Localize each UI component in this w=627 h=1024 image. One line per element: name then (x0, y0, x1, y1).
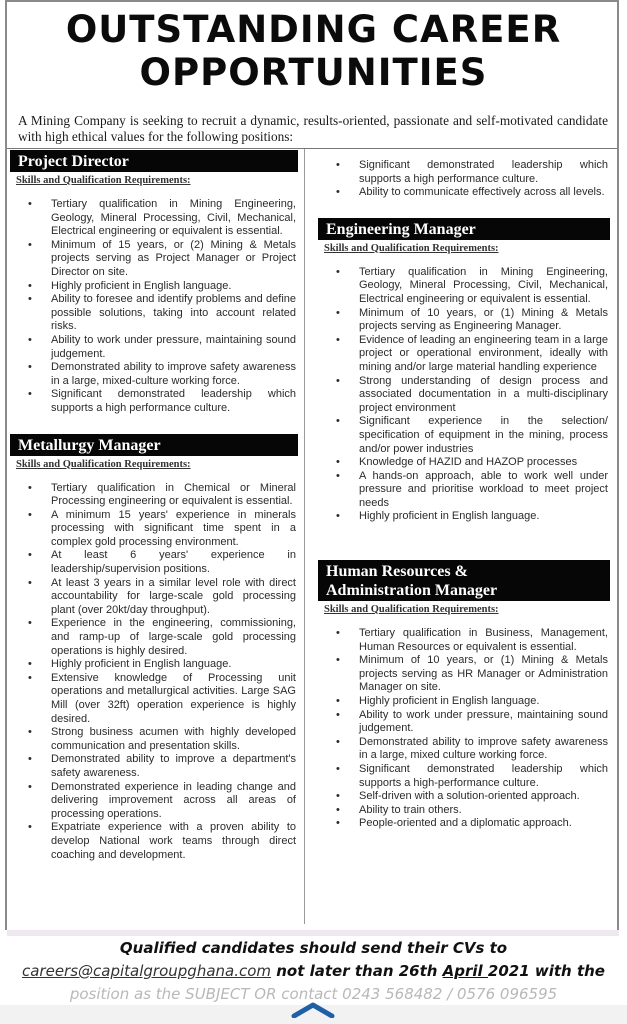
requirement-item (318, 375, 610, 416)
requirement-item (318, 763, 610, 790)
requirement-text: Ability to communicate effectively across all levels. (359, 186, 605, 199)
bullet-icon: • (28, 549, 32, 562)
footer-line-1: Qualified candidates should send their CVs to (119, 939, 508, 957)
requirement-text: Demonstrated ability to improve safety awareness in a large, mixed-culture working force. (51, 361, 296, 387)
bullet-icon: • (28, 361, 32, 374)
requirement-text: Strong understanding of design process and associated documentation in a multi-disciplinary project environment (359, 374, 608, 414)
requirement-item (318, 709, 610, 736)
bullet-icon: • (28, 279, 32, 292)
page-title-line-2: OPPORTUNITIES (139, 51, 488, 94)
bullet-icon: • (28, 481, 32, 494)
requirement-text: At least 6 years' experience in leadership/supervision positions. (51, 549, 296, 576)
requirements-list (10, 482, 298, 863)
requirement-text: Highly proficient in English language. (51, 658, 232, 671)
requirement-text: A hands-on approach, able to work well under pressure and prioritise workload to meet project needs (359, 469, 608, 509)
requirement-item (318, 627, 610, 654)
requirement-item (10, 658, 298, 672)
requirement-text: Significant demonstrated leadership which supports a high performance culture. (51, 388, 296, 414)
bullet-icon: • (336, 456, 340, 469)
requirement-text: Minimum of 15 years, or (2) Mining & Metals projects serving as Project Manager or Project Director on site. (51, 238, 296, 278)
bullet-icon: • (336, 374, 340, 387)
job-engineering-manager (318, 218, 610, 524)
requirement-item (10, 293, 298, 334)
requirement-text: Tertiary qualification in Chemical or Mineral Processing engineering or equivalent is essential. (51, 481, 296, 508)
bullet-icon: • (336, 159, 340, 171)
requirement-text: Expatriate experience with a proven ability to develop National work teams through direct coaching and development. (51, 821, 296, 861)
column-divider (304, 149, 305, 924)
requirement-item (10, 726, 298, 753)
requirement-item (318, 804, 610, 818)
requirement-item (10, 821, 298, 862)
intro-paragraph: A Mining Company is seeking to recruit a dynamic, results-oriented, passionate and self-motivated candidate with high ethical values for the following positions: (18, 113, 608, 144)
requirement-text: Significant demonstrated leadership which supports a high performance culture. (359, 159, 608, 185)
requirement-item (318, 510, 610, 524)
requirement-item (318, 470, 610, 511)
requirements-list (318, 159, 610, 200)
requirement-item (10, 781, 298, 822)
deadline-suffix: 2021 with the (487, 962, 605, 980)
requirement-item (318, 790, 610, 804)
requirements-list (318, 266, 610, 524)
requirement-item (10, 388, 298, 415)
requirement-item (318, 307, 610, 334)
requirement-text: Ability to foresee and identify problems and define possible solutions, taking into account related risks. (51, 293, 296, 333)
requirement-text: Minimum of 10 years, or (1) Mining & Metals projects serving as Engineering Manager. (359, 306, 608, 333)
requirement-item (318, 654, 610, 695)
requirement-text: Significant demonstrated leadership which supports a high-performance culture. (359, 763, 608, 789)
requirement-text: Evidence of leading an engineering team in a large project or operational environment, ideally with mining and/or large material handling experience (359, 333, 608, 373)
requirement-text: Highly proficient in English language. (359, 510, 540, 523)
requirement-item (318, 186, 610, 200)
requirement-text: Tertiary qualification in Business, Management, Human Resources or equivalent is essential. (359, 627, 608, 653)
requirement-item (10, 334, 298, 361)
requirement-text: At least 3 years in a similar level role with direct accountability for large-scale gold processing plant (over 20kt/day throughput). (51, 576, 296, 616)
bullet-icon: • (336, 763, 340, 775)
job-title (318, 560, 610, 601)
deadline-month: April (442, 962, 488, 980)
bullet-icon: • (336, 510, 340, 523)
requirement-item (318, 266, 610, 307)
requirement-item (318, 456, 610, 470)
bullet-icon: • (28, 617, 32, 630)
bullet-icon: • (336, 817, 340, 830)
bullet-icon: • (28, 753, 32, 766)
requirement-item (10, 198, 298, 239)
skills-label: Skills and Qualification Requirements: (16, 175, 191, 186)
job-hr-admin-manager (318, 560, 610, 831)
requirement-text: Demonstrated experience in leading change and delivering improvement across all areas of processing operations. (51, 780, 296, 820)
chevron-up-icon[interactable] (290, 1002, 336, 1018)
requirement-text: Highly proficient in English language. (51, 279, 232, 292)
footer-line-2 (0, 960, 627, 983)
requirement-text: Knowledge of HAZID and HAZOP processes (359, 456, 578, 469)
application-instructions (0, 937, 627, 1006)
skills-label: Skills and Qualification Requirements: (324, 604, 499, 616)
requirement-item (10, 509, 298, 550)
bullet-icon: • (336, 790, 340, 803)
job-title: Project Director (10, 150, 298, 172)
requirement-text: Tertiary qualification in Mining Engineering, Geology, Mineral Processing, Civil, Mechanical, Electrical engineering or equivalent is essential. (51, 198, 296, 238)
bullet-icon: • (28, 821, 32, 834)
spacer (10, 416, 298, 434)
bullet-icon: • (28, 333, 32, 346)
bullet-icon: • (336, 803, 340, 816)
requirement-text: Ability to train others. (359, 803, 462, 816)
requirement-item (318, 334, 610, 375)
bullet-icon: • (336, 186, 340, 199)
spacer (318, 200, 610, 218)
bullet-icon: • (336, 469, 340, 482)
requirement-item (318, 736, 610, 763)
bullet-icon: • (28, 671, 32, 684)
spacer (318, 524, 610, 560)
bullet-icon: • (336, 735, 340, 748)
requirement-text: Highly proficient in English language. (359, 695, 540, 708)
job-title-line-1: Human Resources & (326, 563, 468, 581)
requirement-item (10, 549, 298, 576)
requirement-text: Experience in the engineering, commissioning, and ramp-up of large-scale gold processing operations is highly desired. (51, 617, 296, 657)
job-title-line-2: Administration Manager (326, 582, 498, 600)
skills-label: Skills and Qualification Requirements: (16, 458, 191, 470)
horizontal-divider (7, 148, 617, 149)
requirement-item (318, 415, 610, 456)
bullet-icon: • (336, 333, 340, 346)
bullet-icon: • (28, 238, 32, 251)
requirement-text: Strong business acumen with highly developed communication and presentation skills. (51, 726, 296, 752)
requirement-text: Ability to work under pressure, maintaining sound judgement. (359, 708, 608, 735)
job-project-director-continued (318, 159, 610, 200)
requirement-text: People-oriented and a diplomatic approach. (359, 817, 572, 830)
requirement-text: A minimum 15 years' experience in minerals processing with significant time spent in a complex gold processing environment. (51, 508, 296, 548)
footer-line-3: position as the SUBJECT OR contact 0243 568482 / 0576 096595 (69, 985, 558, 1003)
email-link[interactable]: careers@capitalgroupghana.com (21, 962, 272, 980)
requirement-text: Demonstrated ability to improve a department's safety awareness. (51, 753, 296, 779)
job-metallurgy-manager (10, 434, 298, 863)
bullet-icon: • (28, 508, 32, 521)
requirement-item (10, 672, 298, 726)
bullet-icon: • (336, 695, 340, 708)
requirement-item (10, 577, 298, 618)
requirement-item (10, 239, 298, 280)
bullet-icon: • (336, 306, 340, 319)
job-title: Metallurgy Manager (10, 434, 298, 456)
bullet-icon: • (28, 198, 32, 210)
bullet-icon: • (28, 576, 32, 589)
bullet-icon: • (28, 658, 32, 671)
bullet-icon: • (28, 388, 32, 401)
separator-band (7, 930, 619, 936)
job-project-director (10, 150, 298, 416)
requirement-text: Extensive knowledge of Processing unit operations and metallurgical activities. Large SAG Mill (over 32ft) operation experience is highly desired. (51, 671, 296, 725)
requirement-text: Ability to work under pressure, maintaining sound judgement. (51, 333, 296, 360)
requirement-item (10, 482, 298, 509)
bullet-icon: • (336, 627, 340, 640)
bullet-icon: • (336, 708, 340, 721)
requirements-list (10, 198, 298, 416)
bullet-icon: • (336, 265, 340, 278)
requirement-text: Demonstrated ability to improve safety awareness in a large, mixed culture working force. (359, 735, 608, 762)
page-title-line-1: OUTSTANDING CAREER (65, 8, 562, 51)
requirement-item (10, 753, 298, 780)
page-title (0, 8, 627, 94)
bullet-icon: • (28, 726, 32, 739)
requirement-text: Significant experience in the selection/ specification of equipment in the mining, process and/or power industries (359, 415, 608, 455)
requirement-text: Minimum of 10 years, or (1) Mining & Metals projects serving as HR Manager or Administration Manager on site. (359, 654, 608, 694)
requirements-list (318, 627, 610, 831)
left-column (10, 150, 298, 862)
requirement-text: Tertiary qualification in Mining Engineering, Geology, Mineral Processing, Civil, Mechanical, Electrical engineering or equivalent is essential. (359, 265, 608, 305)
requirement-item (318, 159, 610, 186)
job-title: Engineering Manager (318, 218, 610, 240)
bullet-icon: • (28, 780, 32, 793)
requirement-item (10, 361, 298, 388)
bullet-icon: • (28, 293, 32, 306)
requirement-item (10, 617, 298, 658)
requirement-item (318, 817, 610, 831)
requirement-text: Self-driven with a solution-oriented approach. (359, 790, 580, 803)
deadline-prefix: not later than 26th (271, 962, 443, 980)
bullet-icon: • (336, 415, 340, 428)
right-column (318, 150, 610, 831)
requirement-item (10, 280, 298, 294)
bullet-icon: • (336, 654, 340, 667)
requirement-item (318, 695, 610, 709)
skills-label: Skills and Qualification Requirements: (324, 242, 499, 254)
